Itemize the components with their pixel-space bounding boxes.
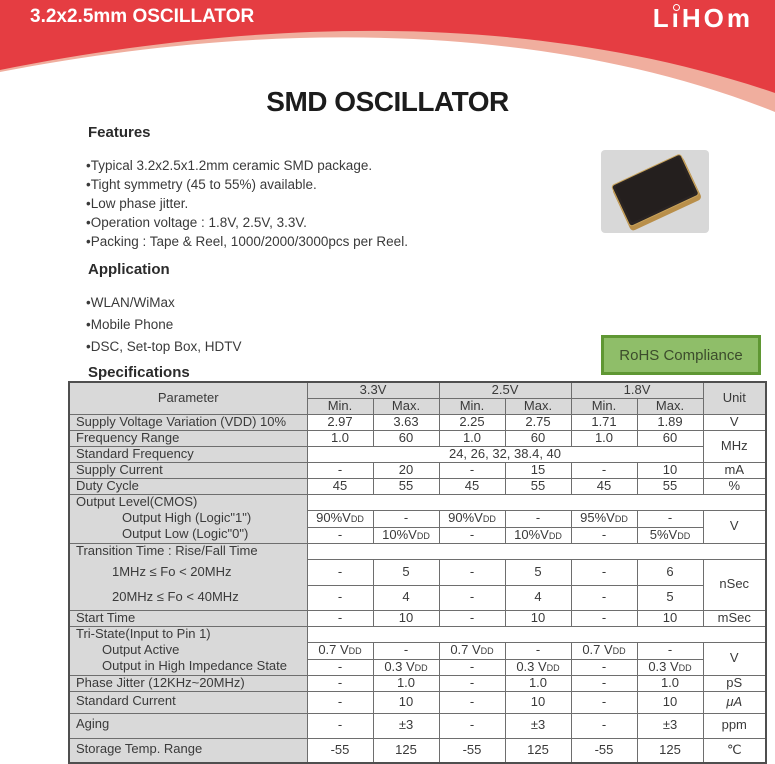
value-cell: 55 (373, 478, 439, 494)
value-cell: - (439, 713, 505, 738)
value-cell: 45 (307, 478, 373, 494)
table-row (69, 691, 766, 713)
value-cell: -55 (307, 738, 373, 763)
value-cell: - (307, 659, 373, 675)
value-cell: 6 (637, 559, 703, 585)
value-cell: - (307, 675, 373, 691)
unit-cell: V (703, 510, 766, 543)
specifications-heading: Specifications (88, 364, 190, 381)
value-cell: 5 (637, 585, 703, 610)
group-subparam: Output in High Impedance State (102, 658, 288, 674)
value-cell: - (307, 610, 373, 626)
value-cell: - (439, 559, 505, 585)
value-cell: 24, 26, 32, 38.4, 40 (307, 446, 703, 462)
subheader-min: Min. (571, 398, 637, 414)
value-cell: ±3 (637, 713, 703, 738)
value-cell: 0.3 VDD (373, 659, 439, 675)
value-cell: 1.0 (637, 675, 703, 691)
value-cell: - (439, 585, 505, 610)
value-cell: 90%VDD (307, 510, 373, 527)
rohs-compliance-badge: RoHS Compliance (601, 335, 761, 375)
value-cell: 1.0 (505, 675, 571, 691)
empty-cell (307, 543, 766, 559)
value-cell: 2.25 (439, 414, 505, 430)
param-cell: Frequency Range (69, 430, 307, 446)
value-cell: - (637, 510, 703, 527)
value-cell: - (439, 610, 505, 626)
value-cell: 60 (505, 430, 571, 446)
logo-letter-l: L (652, 3, 672, 33)
col-header-unit: Unit (703, 382, 766, 414)
group-subparam: Output Low (Logic"0") (122, 526, 249, 542)
value-cell: - (571, 527, 637, 543)
value-cell: - (637, 642, 703, 659)
value-cell: - (571, 462, 637, 478)
value-cell: - (307, 691, 373, 713)
value-cell: 125 (637, 738, 703, 763)
unit-cell: ℃ (703, 738, 766, 763)
value-cell: - (571, 713, 637, 738)
value-cell: ±3 (373, 713, 439, 738)
subheader-max: Max. (637, 398, 703, 414)
value-cell: - (505, 510, 571, 527)
value-cell: - (307, 462, 373, 478)
feature-item: •Typical 3.2x2.5x1.2mm ceramic SMD package. (86, 158, 373, 173)
value-cell: 60 (373, 430, 439, 446)
param-cell: Duty Cycle (69, 478, 307, 494)
table-row (69, 494, 766, 510)
col-header-3v3: 3.3V (307, 382, 439, 398)
value-cell: -55 (439, 738, 505, 763)
unit-cell: V (703, 642, 766, 675)
value-cell: 1.0 (373, 675, 439, 691)
value-cell: - (439, 675, 505, 691)
application-item: •Mobile Phone (86, 317, 174, 332)
table-row (69, 610, 766, 626)
table-row (69, 462, 766, 478)
value-cell: - (307, 559, 373, 585)
value-cell: 5 (505, 559, 571, 585)
value-cell: 10%VDD (373, 527, 439, 543)
subheader-max: Max. (505, 398, 571, 414)
features-heading: Features (88, 124, 151, 141)
value-cell: 1.89 (637, 414, 703, 430)
value-cell: 0.3 VDD (637, 659, 703, 675)
value-cell: - (571, 585, 637, 610)
value-cell: 60 (637, 430, 703, 446)
value-cell: 55 (505, 478, 571, 494)
table-row (69, 738, 766, 763)
smd-chip-image (601, 150, 709, 233)
table-row (69, 626, 766, 642)
group-subparam: Output Active (102, 642, 180, 658)
unit-cell: nSec (703, 559, 766, 610)
value-cell: 5%VDD (637, 527, 703, 543)
unit-cell: MHz (703, 430, 766, 462)
value-cell: 10 (637, 691, 703, 713)
value-cell: - (439, 691, 505, 713)
unit-cell: μA (703, 691, 766, 713)
feature-item: •Low phase jitter. (86, 196, 189, 211)
value-cell: 3.63 (373, 414, 439, 430)
group-label: Tri-State(Input to Pin 1) (76, 626, 211, 642)
param-cell: Start Time (69, 610, 307, 626)
empty-cell (307, 494, 766, 510)
group-label: Output Level(CMOS) (76, 494, 198, 510)
value-cell: 55 (637, 478, 703, 494)
table-row (69, 414, 766, 430)
value-cell: 1.0 (571, 430, 637, 446)
feature-item: •Tight symmetry (45 to 55%) available. (86, 177, 317, 192)
value-cell: 10 (373, 691, 439, 713)
oscillator-product-photo (601, 150, 709, 238)
param-cell: Phase Jitter (12KHz~20MHz) (69, 675, 307, 691)
value-cell: - (439, 527, 505, 543)
value-cell: - (307, 527, 373, 543)
application-item: •DSC, Set-top Box, HDTV (86, 339, 242, 354)
table-row (69, 543, 766, 559)
unit-cell: pS (703, 675, 766, 691)
value-cell: 15 (505, 462, 571, 478)
col-header-2v5: 2.5V (439, 382, 571, 398)
value-cell: 10 (505, 610, 571, 626)
value-cell: - (307, 713, 373, 738)
group-label: Transition Time : Rise/Fall Time (76, 543, 258, 559)
value-cell: - (439, 462, 505, 478)
application-item: •WLAN/WiMax (86, 295, 175, 310)
value-cell: 5 (373, 559, 439, 585)
col-header-parameter: Parameter (69, 382, 307, 414)
value-cell: - (571, 691, 637, 713)
unit-cell: % (703, 478, 766, 494)
param-cell: Standard Frequency (69, 446, 307, 462)
value-cell: 0.3 VDD (505, 659, 571, 675)
feature-item: •Operation voltage : 1.8V, 2.5V, 3.3V. (86, 215, 307, 230)
logo-letter-i-with-ring: ı (671, 3, 682, 33)
value-cell: 4 (505, 585, 571, 610)
table-row (69, 713, 766, 738)
value-cell: 95%VDD (571, 510, 637, 527)
value-cell: 90%VDD (439, 510, 505, 527)
unit-cell: ppm (703, 713, 766, 738)
value-cell: 2.97 (307, 414, 373, 430)
value-cell: 20 (373, 462, 439, 478)
value-cell: 4 (373, 585, 439, 610)
group-subparam: 1MHz ≤ Fo < 20MHz (112, 563, 232, 579)
col-header-1v8: 1.8V (571, 382, 703, 398)
logo-letters-rest: HOm (681, 3, 753, 33)
value-cell: - (307, 585, 373, 610)
param-cell: Storage Temp. Range (69, 738, 307, 763)
value-cell: 45 (571, 478, 637, 494)
value-cell: 0.7 VDD (307, 642, 373, 659)
value-cell: 1.0 (307, 430, 373, 446)
value-cell: 0.7 VDD (571, 642, 637, 659)
group-subparam: Output High (Logic"1") (122, 510, 252, 526)
value-cell: 10%VDD (505, 527, 571, 543)
table-row (69, 478, 766, 494)
table-row (69, 675, 766, 691)
param-group-cell (69, 494, 307, 543)
value-cell: - (373, 642, 439, 659)
value-cell: - (373, 510, 439, 527)
value-cell: 10 (373, 610, 439, 626)
param-cell: Standard Current (69, 691, 307, 713)
feature-item: •Packing : Tape & Reel, 1000/2000/3000pcs per Reel. (86, 234, 408, 249)
application-list (86, 292, 242, 358)
value-cell: ±3 (505, 713, 571, 738)
value-cell: 125 (505, 738, 571, 763)
banner-title: 3.2x2.5mm OSCILLATOR (30, 6, 255, 27)
value-cell: - (571, 675, 637, 691)
param-cell: Supply Voltage Variation (VDD) 10% (69, 414, 307, 430)
table-row (69, 446, 766, 462)
value-cell: -55 (571, 738, 637, 763)
lihom-logo (653, 3, 753, 34)
value-cell: 125 (373, 738, 439, 763)
empty-cell (307, 626, 766, 642)
value-cell: 0.7 VDD (439, 642, 505, 659)
value-cell: - (571, 610, 637, 626)
value-cell: - (571, 559, 637, 585)
value-cell: - (571, 659, 637, 675)
subheader-min: Min. (439, 398, 505, 414)
feature-list (86, 156, 408, 251)
value-cell: 10 (505, 691, 571, 713)
value-cell: 10 (637, 610, 703, 626)
param-group-cell (69, 543, 307, 610)
param-cell: Supply Current (69, 462, 307, 478)
unit-cell: mSec (703, 610, 766, 626)
value-cell: 10 (637, 462, 703, 478)
value-cell: - (439, 659, 505, 675)
page-title: SMD OSCILLATOR (266, 86, 509, 117)
value-cell: 1.0 (439, 430, 505, 446)
value-cell: - (505, 642, 571, 659)
group-subparam: 20MHz ≤ Fo < 40MHz (112, 588, 239, 604)
param-group-cell (69, 626, 307, 675)
value-cell: 1.71 (571, 414, 637, 430)
unit-cell: mA (703, 462, 766, 478)
value-cell: 45 (439, 478, 505, 494)
subheader-min: Min. (307, 398, 373, 414)
value-cell: 2.75 (505, 414, 571, 430)
subheader-max: Max. (373, 398, 439, 414)
unit-cell: V (703, 414, 766, 430)
param-cell: Aging (69, 713, 307, 738)
table-row (69, 430, 766, 446)
application-heading: Application (88, 261, 170, 278)
specifications-table (68, 381, 767, 764)
